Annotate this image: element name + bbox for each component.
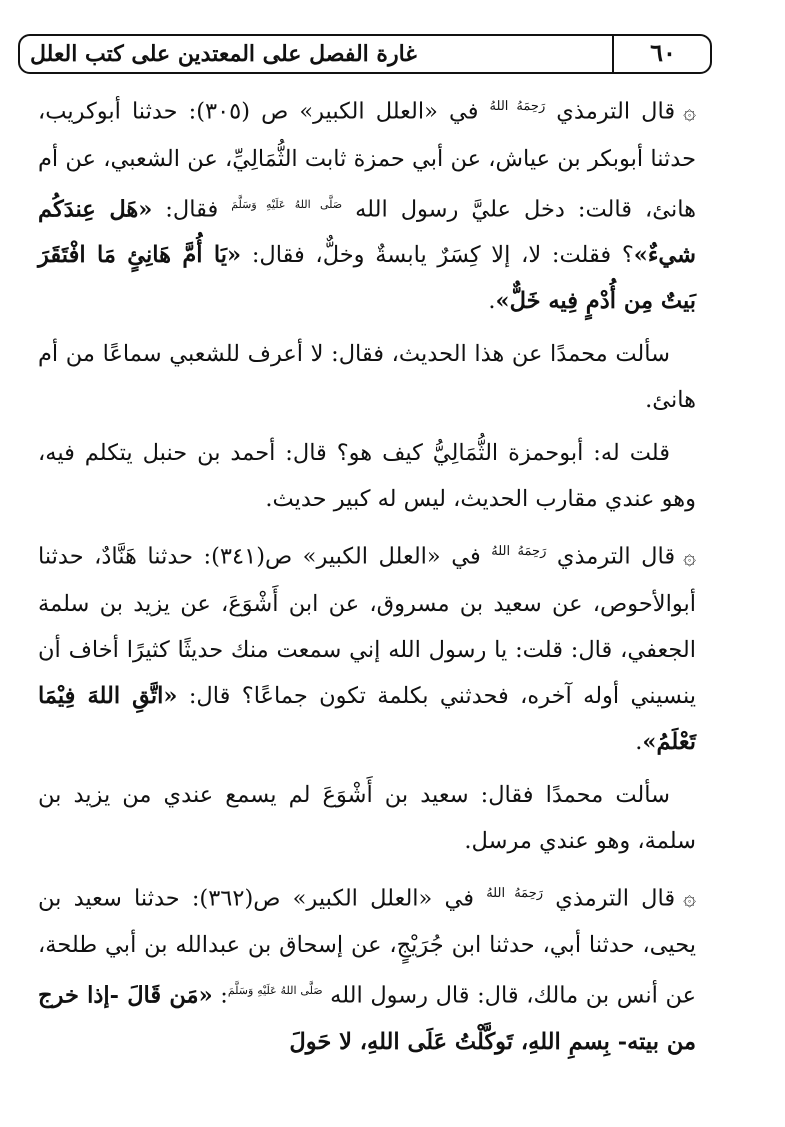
prophetic-quote: «مَن قَالَ -إذا خرج من بيته- بِسمِ اللهِ، تَوكَّلْتُ عَلَى اللهِ، لا حَولَ (38, 982, 696, 1055)
honorific-rahimahullah: رَحِمَهُ اللهُ (491, 544, 547, 559)
prophetic-quote: «يَا أُمَّ هَانِئٍ مَا افْتَقَرَ بَيتٌ مِن أُدْمٍ فِيه خَلٌّ» (38, 242, 696, 314)
running-header (18, 34, 712, 74)
honorific-rahimahullah: رَحِمَهُ اللهُ (489, 99, 546, 114)
hadith-marker-icon: ۞ (683, 99, 696, 125)
hadith-intro: قال الترمذي (556, 543, 676, 570)
page-body (38, 84, 696, 1072)
hadith-source-text: في «العلل الكبير» ص(٣٦٢): حدثنا سعيد بن يحيى، حدثنا أبي، حدثنا ابن جُرَيْجٍ، عن إسحاق بن عبدالله بن أبي طلحة، عن أنس بن مالك، قال: قال رسول الله (38, 885, 697, 1009)
hadith-text: : (220, 982, 228, 1009)
honorific-salla: صَلَّى اللهُ عَلَيْهِ وَسَلَّمَ (231, 197, 343, 211)
page-number: ٦٠ (612, 34, 712, 74)
hadith-marker-icon: ۞ (683, 544, 697, 570)
hadith-end: . (635, 728, 643, 755)
prophetic-quote: «اتَّقِ اللهَ فِيْمَا تَعْلَمُ» (38, 682, 696, 755)
hadith-paragraph-1 (38, 84, 696, 324)
commentary-paragraph: سألت محمدًا عن هذا الحديث، فقال: لا أعرف للشعبي سماعًا من أم هانئ. (38, 341, 696, 413)
hadith-paragraph-2 (38, 529, 696, 765)
hadith-intro: قال الترمذي (556, 98, 676, 125)
honorific-salla: صَلَّى اللهُ عَلَيْهِ وَسَلَّمَ (227, 984, 323, 997)
hadith-intro: قال الترمذي (555, 885, 676, 911)
header-title: غارة الفصل على المعتدين على كتب العلل (30, 41, 417, 67)
prophetic-quote: «هَل عِندَكُم شيءٌ» (38, 196, 697, 268)
honorific-rahimahullah: رَحِمَهُ اللهُ (486, 885, 544, 901)
hadith-end: . (488, 288, 496, 314)
hadith-paragraph-3 (38, 871, 696, 1065)
hadith-source-text: في «العلل الكبير» ص(٣٤١): حدثنا هَنَّادٌ، حدثنا أبوالأحوص، عن سعيد بن مسروق، عن ابن أَشْوَعَ، عن يزيد بن سلمة الجعفي، قال: قلت: يا رسول الله إني سمعت منك حديثًا كثيرًا أخاف أن ينسيني أوله آخره، فحدثني بكلمة تكون جماعًا؟ قال: (38, 543, 696, 709)
hadith-source-text: في «العلل الكبير» ص (٣٠٥): حدثنا أبوكريب، حدثنا أبوبكر بن عياش، عن أبي حمزة ثابت الثُّمَالِيِّ، عن الشعبي، عن أم هانئ، قالت: دخل عليَّ رسول الله (38, 98, 696, 222)
hadith-text: فقال: (165, 196, 219, 222)
hadith-marker-icon: ۞ (683, 886, 697, 911)
commentary-paragraph: قلت له: أبوحمزة الثُّمَالِيُّ كيف هو؟ قال: أحمد بن حنبل يتكلم فيه، وهو عندي مقارب الحديث، ليس له كبير حديث. (38, 440, 696, 512)
commentary-paragraph: سألت محمدًا فقال: سعيد بن أَشْوَعَ لم يسمع عندي من يزيد بن سلمة، وهو عندي مرسل. (38, 781, 696, 854)
hadith-text: ؟ فقلت: لا، إلا كِسَرٌ يابسةٌ وخلٌّ، فقال: (251, 242, 634, 268)
